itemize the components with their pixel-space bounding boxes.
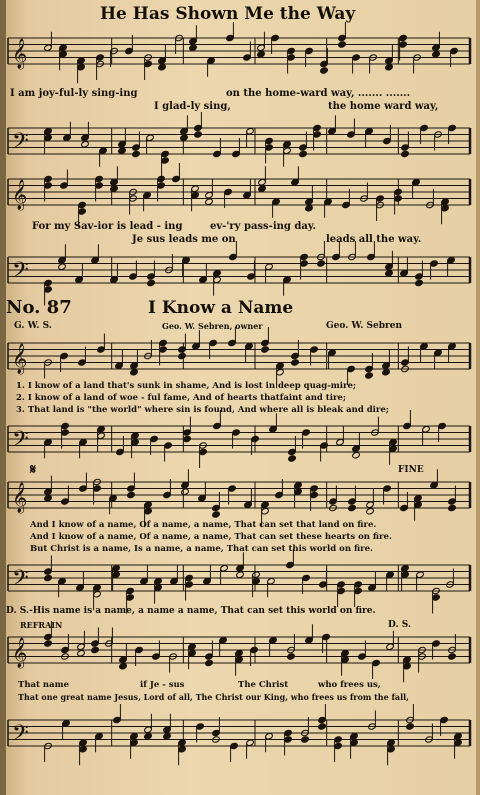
svg-text:𝄞: 𝄞 — [12, 180, 28, 210]
ds-mark: D. S. — [388, 620, 412, 630]
segno-sign: 𝄋 — [30, 462, 37, 478]
hymn1-lyric-4a: Je sus leads me on — [132, 234, 236, 245]
fine-mark: FINE — [398, 465, 424, 475]
chorus-line-1: And I know of a name, Of a name, a name, That can set that land on fire. — [30, 520, 377, 530]
svg-text:𝄞: 𝄞 — [12, 638, 28, 668]
svg-text:𝄞: 𝄞 — [12, 344, 28, 374]
hymn1-staff-3 — [0, 168, 480, 218]
hymn2-bass-staff-2 — [0, 556, 480, 602]
svg-text:𝄞: 𝄞 — [12, 39, 28, 69]
chorus-line-2: And I know of a name, Of a name, a name, That can set these hearts on fire. — [30, 532, 392, 542]
hymn1-lyric-2b: the home ward way, — [328, 101, 439, 112]
hymn2-treble-staff-3 — [0, 628, 480, 674]
refrain-lyric-2: That one great name Jesus, Lord of all, The Christ our King, who frees us from the fall, — [18, 692, 409, 702]
hymn1-lyric-3a: For my Sav-ior is lead - ing — [32, 221, 183, 232]
hymn1-lyric-1a: I am joy-ful-ly sing-ing — [10, 88, 138, 99]
verse-1: 1. I know of a land that's sunk in shame, And is lost in deep quag-mire; — [16, 381, 356, 391]
hymn2-bass-staff-3 — [0, 704, 480, 764]
hymn1-lyric-2a: I glad-ly sing, — [154, 101, 231, 112]
refrain-lyric-1d: who frees us, — [318, 680, 381, 690]
hymn2-treble-staff-1 — [0, 334, 480, 380]
hymn1-staff-1 — [0, 22, 480, 82]
hymn1-title: He Has Shown Me the Way — [100, 4, 356, 24]
svg-text:𝄢: 𝄢 — [12, 129, 29, 159]
hymn1-lyric-4b: leads all the way. — [326, 234, 422, 245]
hymn1-staff-4 — [0, 246, 480, 296]
refrain-lyric-1c: The Christ — [238, 680, 289, 690]
hymn1-lyric-3b: ev-'ry pass-ing day. — [210, 221, 316, 232]
credit-music: Geo. W. Sebren — [326, 321, 403, 331]
refrain-label: REFRAIN — [20, 620, 63, 630]
credit-words: G. W. S. — [14, 321, 52, 331]
svg-text:𝄢: 𝄢 — [12, 427, 29, 457]
verse-2: 2. I know of a land of woe - ful fame, And of hearts thatfaint and tire; — [16, 393, 346, 403]
svg-text:𝄢: 𝄢 — [12, 566, 29, 596]
svg-text:𝄢: 𝄢 — [12, 258, 29, 288]
refrain-lyric-1b: if Je - sus — [140, 680, 185, 690]
chorus-line-3: But Christ is a name, Is a name, a name, That can set this world on fire. — [30, 544, 374, 554]
hymn1-lyric-1b: on the home-ward way, ....... ....... — [226, 88, 411, 99]
svg-text:𝄞: 𝄞 — [12, 483, 28, 513]
credit-owner: Geo. W. Sebren, owner — [162, 321, 263, 331]
hymn2-title: I Know a Name — [148, 298, 294, 318]
refrain-lyric-1a: That name — [18, 680, 69, 690]
hymn2-treble-staff-2 — [0, 474, 480, 518]
hymn-number: No. 87 — [6, 297, 72, 318]
verse-3: 3. That land is "the world" where sin is found, And where all is bleak and dire; — [16, 405, 389, 415]
hymn2-bass-staff-1 — [0, 416, 480, 464]
ds-lyric-line: D. S.-His name is a name, a name a name, That can set this world on fire. — [6, 606, 376, 616]
svg-text:𝄢: 𝄢 — [12, 721, 29, 751]
hymn1-staff-2 — [0, 116, 480, 168]
